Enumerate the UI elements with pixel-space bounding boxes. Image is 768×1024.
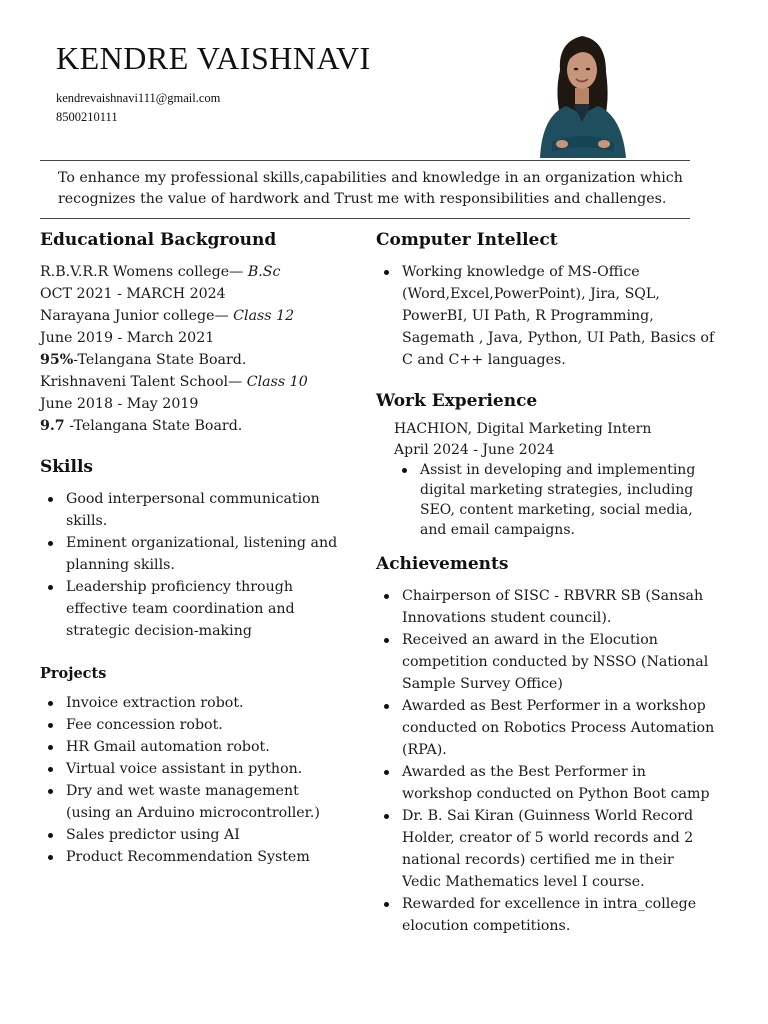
- right-column: [376, 230, 716, 937]
- skills-heading: Skills: [40, 457, 94, 477]
- achievements-heading: Achievements: [376, 554, 509, 574]
- education-dates-1: OCT 2021 - MARCH 2024: [40, 286, 226, 302]
- list-item: Leadership proficiency through effective team coordination and strategic decision-making: [40, 576, 340, 642]
- education-entry-2: Narayana Junior college— Class 12: [40, 308, 295, 324]
- top-divider: [40, 160, 690, 161]
- profile-photo: [532, 30, 632, 158]
- list-item: Awarded as the Best Performer in workshop conducted on Python Boot camp: [376, 761, 716, 805]
- education-dates-3: June 2018 - May 2019: [40, 396, 199, 412]
- work-dates: April 2024 - June 2024: [394, 441, 555, 458]
- list-item: Sales predictor using AI: [40, 824, 340, 846]
- list-item: Dry and wet waste management (using an Arduino microcontroller.): [40, 780, 340, 824]
- projects-list: [40, 692, 340, 868]
- work-heading: Work Experience: [376, 391, 538, 411]
- computer-list: [376, 261, 716, 371]
- phone-text: 8500210111: [56, 110, 118, 124]
- list-item: Invoice extraction robot.: [40, 692, 340, 714]
- list-item: Virtual voice assistant in python.: [40, 758, 340, 780]
- education-entry-1: R.B.V.R.R Womens college— B.Sc: [40, 264, 281, 280]
- list-item: Rewarded for excellence in intra_college elocution competitions.: [376, 893, 716, 937]
- email-text: kendrevaishnavi111@gmail.com: [56, 91, 221, 105]
- list-item: Eminent organizational, listening and planning skills.: [40, 532, 340, 576]
- list-item: Product Recommendation System: [40, 846, 340, 868]
- list-item: Dr. B. Sai Kiran (Guinness World Record Holder, creator of 5 world records and 2 national records) certified me in their Vedic Mathematics level I course.: [376, 805, 716, 893]
- list-item: Working knowledge of MS-Office (Word,Excel,PowerPoint), Jira, SQL, PowerBI, UI Path, R Programming, Sagemath , Java, Python, UI Path, Basics of C and C++ languages.: [376, 261, 716, 371]
- work-block: [376, 419, 716, 540]
- left-column: [40, 230, 340, 868]
- list-item: Received an award in the Elocution competition conducted by NSSO (National Sample Survey Office): [376, 629, 716, 695]
- education-score-2: 95%-Telangana State Board.: [40, 352, 247, 368]
- list-item: Fee concession robot.: [40, 714, 340, 736]
- bottom-divider: [40, 218, 690, 219]
- list-item: Assist in developing and implementing digital marketing strategies, including SEO, content marketing, social media, and email campaigns.: [394, 460, 716, 540]
- resume-name: KENDRE VAISHNAVI: [56, 40, 371, 76]
- list-item: Chairperson of SISC - RBVRR SB (Sansah Innovations student council).: [376, 585, 716, 629]
- work-title: HACHION, Digital Marketing Intern: [394, 421, 652, 437]
- skills-list: [40, 488, 340, 642]
- education-heading: Educational Background: [40, 230, 277, 250]
- list-item: Good interpersonal communication skills.: [40, 488, 340, 532]
- projects-heading: Projects: [40, 665, 107, 682]
- education-dates-2: June 2019 - March 2021: [40, 330, 215, 346]
- objective-text: To enhance my professional skills,capabilities and knowledge in an organization which recognizes the value of hardwork and Trust me with responsibilities and challenges.: [58, 170, 683, 207]
- list-item: Awarded as Best Performer in a workshop conducted on Robotics Process Automation (RPA).: [376, 695, 716, 761]
- contact-info: [56, 89, 220, 127]
- computer-heading: Computer Intellect: [376, 230, 558, 250]
- work-list: [394, 460, 716, 540]
- education-entry-3: Krishnaveni Talent School— Class 10: [40, 374, 308, 390]
- list-item: HR Gmail automation robot.: [40, 736, 340, 758]
- achievements-list: [376, 585, 716, 937]
- education-score-3: 9.7 -Telangana State Board.: [40, 418, 243, 434]
